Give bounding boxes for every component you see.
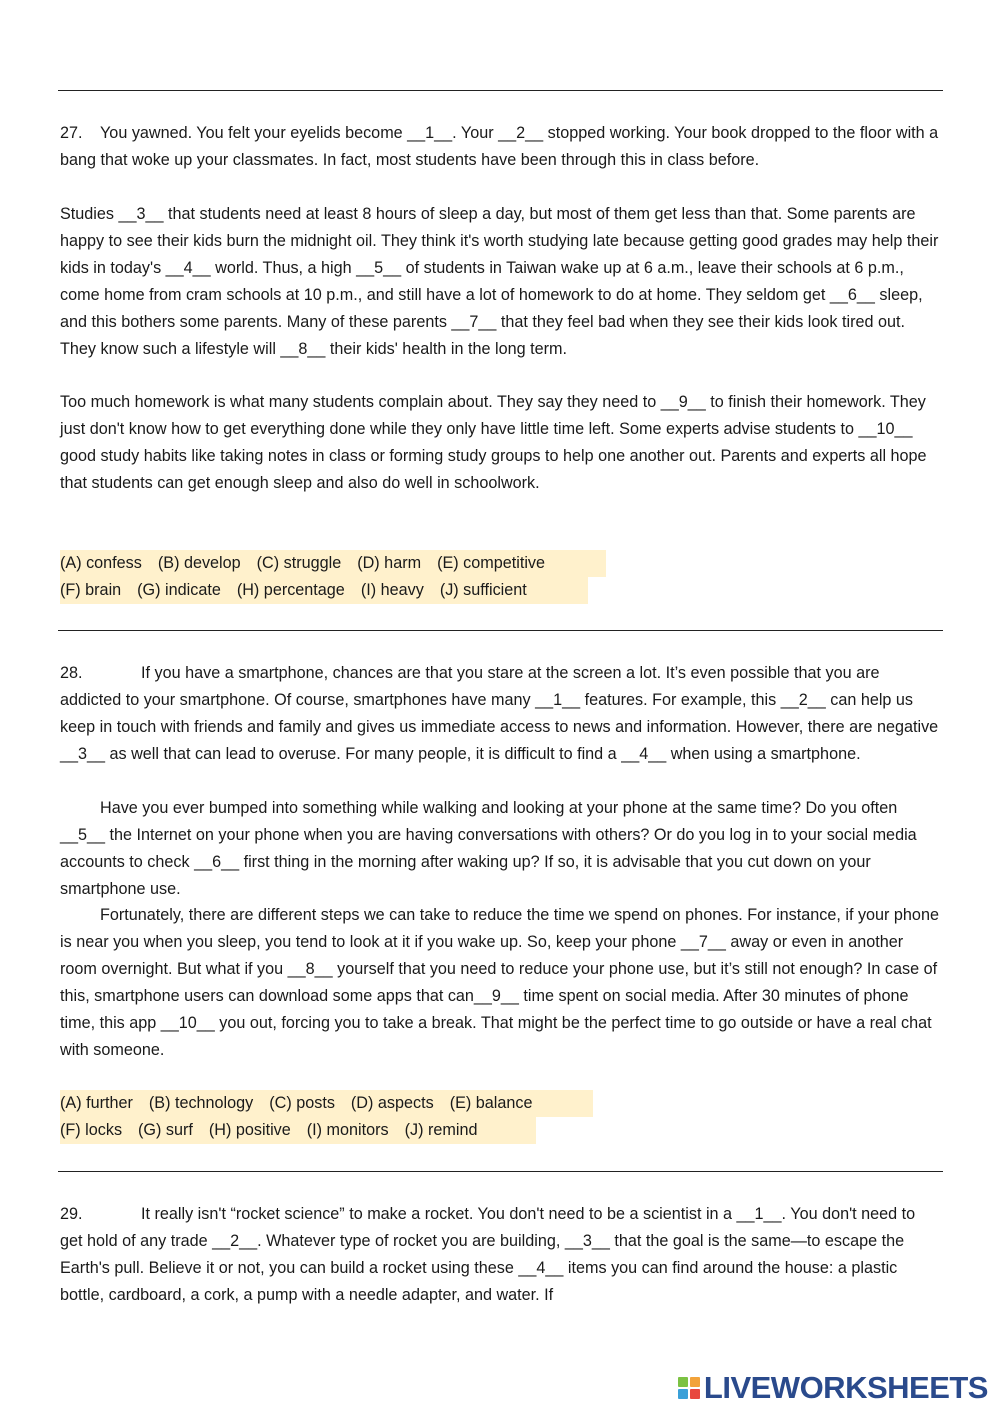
logo-text: LIVEWORKSHEETS bbox=[703, 1370, 988, 1405]
option: (G) surf bbox=[138, 1121, 193, 1139]
q27-number: 27. bbox=[60, 124, 83, 142]
q27-paragraph-3: Too much homework is what many students complain about. They say they need to __9__ to finish their homework. They just don't know how to get everything done while they only have little time left. Some experts advise students to __10__ good study habits like taking notes in class or forming study groups to help one another out. Parents and experts all hope that students can get enough sleep and also do well in schoolwork. bbox=[60, 393, 927, 492]
option: (G) indicate bbox=[137, 581, 221, 599]
option: (D) aspects bbox=[350, 1094, 434, 1112]
q27-options-row-1 bbox=[60, 550, 606, 577]
option: (I) monitors bbox=[306, 1121, 389, 1139]
option: (E) competitive bbox=[437, 554, 546, 572]
option: (F) locks bbox=[60, 1121, 123, 1139]
option: (F) brain bbox=[60, 581, 122, 599]
option: (B) technology bbox=[148, 1094, 254, 1112]
q28-paragraph-1 bbox=[60, 660, 940, 768]
option: (J) remind bbox=[404, 1121, 478, 1139]
liveworksheets-logo[interactable] bbox=[678, 1370, 988, 1406]
q28-paragraph-2: Have you ever bumped into something while walking and looking at your phone at the same time? Do you often __5__ the Internet on your phone when you are having conversations with others? Or do you log in to your social media accounts to check __6__ first thing in the morning after waking up? If so, it is advisable that you cut down on your smartphone use. bbox=[60, 799, 917, 898]
option: (E) balance bbox=[449, 1094, 533, 1112]
option: (H) percentage bbox=[236, 581, 345, 599]
option: (H) positive bbox=[208, 1121, 291, 1139]
q28-number: 28. bbox=[60, 664, 83, 682]
option: (B) develop bbox=[157, 554, 241, 572]
option: (A) further bbox=[60, 1094, 133, 1112]
option: (J) sufficient bbox=[439, 581, 527, 599]
option: (C) posts bbox=[269, 1094, 335, 1112]
q27-paragraph-1 bbox=[60, 120, 940, 174]
divider-28-29 bbox=[58, 1171, 943, 1172]
option: (A) confess bbox=[60, 554, 142, 572]
q27-options-row-2 bbox=[60, 577, 588, 604]
q27-word-bank bbox=[60, 550, 606, 604]
q28-word-bank bbox=[60, 1090, 593, 1144]
option: (C) struggle bbox=[256, 554, 342, 572]
q29-paragraph-1 bbox=[60, 1201, 940, 1309]
option: (I) heavy bbox=[360, 581, 424, 599]
q28-p1-text: If you have a smartphone, chances are that you stare at the screen a lot. It’s even possible that you are addicted to your smartphone. Of course, smartphones have many __1__ features. For example, this __2__ can help us keep in touch with friends and family and gives us immediate access to news and information. However, there are negative __3__ as well that can lead to overuse. For many people, it is difficult to find a __4__ when using a smartphone. bbox=[60, 664, 939, 763]
divider-top bbox=[58, 90, 943, 91]
q29-number: 29. bbox=[60, 1205, 83, 1223]
divider-27-28 bbox=[58, 630, 943, 631]
q27-paragraph-2: Studies __3__ that students need at least 8 hours of sleep a day, but most of them get less than that. Some parents are happy to see their kids burn the midnight oil. They think it's worth studying late because getting good grades may help their kids in today's __4__ world. Thus, a high __5__ of students in Taiwan wake up at 6 a.m., leave their schools at 6 p.m., come home from cram schools at 10 p.m., and still have a lot of homework to do at home. They seldom get __6__ sleep, and this bothers some parents. Many of these parents __7__ that they feel bad when they see their kids look tired out. They know such a lifestyle will __8__ their kids' health in the long term. bbox=[60, 205, 939, 358]
q28-paragraph-3: Fortunately, there are different steps we can take to reduce the time we spend on phones. For instance, if your phone is near you when you sleep, you tend to look at it if you wake up. So, keep your phone __7__ away or even in another room overnight. But what if you __8__ yourself that you need to reduce your phone use, but it’s still not enough? In case of this, smartphone users can download some apps that can__9__ time spent on social media. After 30 minutes of phone time, this app __10__ you out, forcing you to take a break. That might be the perfect time to go outside or have a real chat with someone. bbox=[60, 906, 939, 1059]
q27-p1-text: You yawned. You felt your eyelids become __1__. Your __2__ stopped working. Your book dropped to the floor with a bang that woke up your classmates. In fact, most students have been through this in class before. bbox=[60, 124, 939, 169]
q29-p1-text: It really isn't “rocket science” to make a rocket. You don't need to be a scientist in a __1__. You don't need to get hold of any trade __2__. Whatever type of rocket you are building, __3__ that the goal is the same—to escape the Earth's pull. Believe it or not, you can build a rocket using these __4__ items you can find around the house: a plastic bottle, cardboard, a cork, a pump with a needle adapter, and water. If bbox=[60, 1205, 916, 1304]
q28-options-row-2 bbox=[60, 1117, 536, 1144]
q28-options-row-1 bbox=[60, 1090, 593, 1117]
logo-mark-icon bbox=[678, 1377, 700, 1399]
option: (D) harm bbox=[357, 554, 422, 572]
